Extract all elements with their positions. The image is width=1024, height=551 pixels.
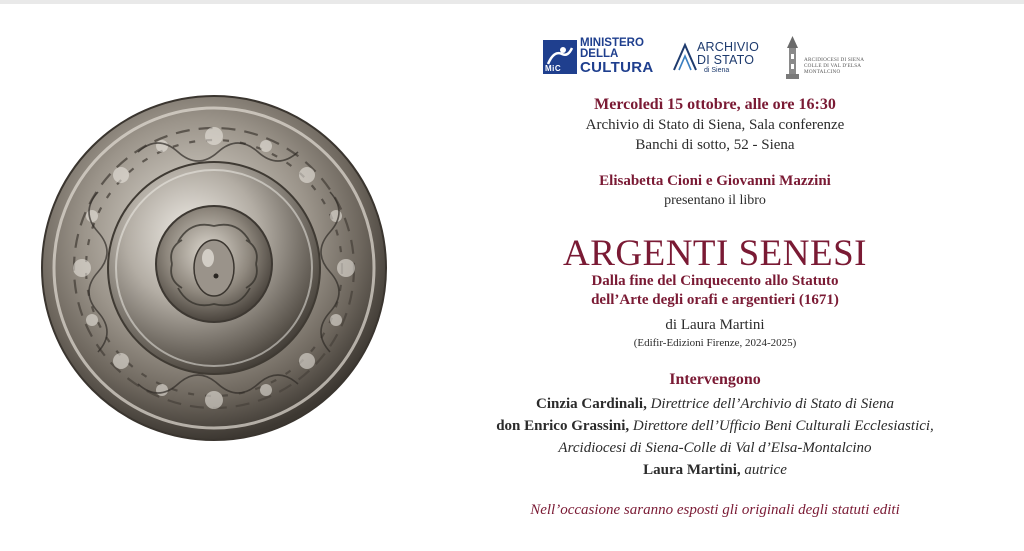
ministero-line3: CULTURA bbox=[580, 59, 654, 76]
speaker-role: Direttrice dell’Archivio di Stato di Siena bbox=[650, 396, 895, 412]
arcidiocesi-line1: ARCIDIOCESI DI SIENA bbox=[804, 57, 865, 63]
arcidiocesi-logo bbox=[784, 34, 870, 82]
event-address: Banchi di sotto, 52 - Siena bbox=[635, 137, 795, 153]
speaker-row bbox=[470, 418, 960, 435]
book-author: di Laura Martini bbox=[665, 317, 765, 333]
ministero-line1: MINISTERO bbox=[580, 37, 644, 49]
speaker-row bbox=[470, 440, 960, 457]
speaker-name: Cinzia Cardinali, bbox=[535, 396, 647, 412]
mic-emblem-icon bbox=[543, 40, 577, 74]
speaker-row bbox=[470, 462, 960, 479]
archivio-wordmark bbox=[697, 41, 759, 74]
book-publisher: (Edifir-Edizioni Firenze, 2024-2025) bbox=[633, 337, 797, 349]
event-venue: Archivio di Stato di Siena, Sala conferenze bbox=[585, 117, 845, 133]
speaker-row bbox=[470, 396, 960, 413]
archivio-triangle-icon bbox=[672, 42, 698, 72]
speaker-name: don Enrico Grassini, bbox=[496, 418, 630, 434]
book-subtitle-line1: Dalla fine del Cinquecento allo Statuto bbox=[591, 273, 839, 289]
archivio-line3: di Siena bbox=[704, 67, 730, 74]
arcidiocesi-wordmark bbox=[804, 57, 864, 75]
ministero-line2: DELLA bbox=[580, 48, 619, 60]
presenters-names: Elisabetta Cioni e Giovanni Mazzini bbox=[599, 173, 831, 189]
invitation-text bbox=[470, 96, 960, 526]
top-divider bbox=[0, 0, 1024, 4]
arcidiocesi-line2: COLLE DI VAL D'ELSA bbox=[804, 63, 862, 69]
ministero-cultura-logo bbox=[543, 37, 661, 79]
speaker-role: Arcidiocesi di Siena-Colle di Val d’Elsa-Montalcino bbox=[558, 440, 872, 456]
archivio-line2: DI STATO bbox=[697, 53, 755, 67]
archivio-line1: ARCHIVIO bbox=[697, 40, 760, 54]
speaker-name: Laura Martini, bbox=[643, 462, 741, 478]
speaker-role: Direttore dell’Ufficio Beni Culturali Ecclesiastici, bbox=[632, 418, 934, 434]
cathedral-tower-icon bbox=[784, 34, 801, 80]
ministero-wordmark bbox=[580, 38, 653, 75]
speaker-role: autrice bbox=[744, 462, 787, 478]
mic-mark-text: MiC bbox=[545, 64, 562, 73]
archivio-stato-logo bbox=[672, 39, 768, 77]
silver-plate-graphic bbox=[38, 92, 390, 444]
presenters-intro: presentano il libro bbox=[664, 193, 766, 208]
silver-plate-image bbox=[38, 92, 390, 444]
institution-logos bbox=[540, 34, 870, 84]
arcidiocesi-line3: MONTALCINO bbox=[804, 69, 841, 75]
book-title: ARGENTI SENESI bbox=[562, 233, 867, 274]
exhibition-note: Nell’occasione saranno esposti gli originali degli statuti editi bbox=[530, 502, 900, 518]
speakers-heading: Intervengono bbox=[669, 371, 761, 388]
event-date: Mercoledì 15 ottobre, alle ore 16:30 bbox=[594, 96, 836, 113]
book-subtitle-line2: dell’Arte degli orafi e argentieri (1671) bbox=[591, 292, 839, 308]
